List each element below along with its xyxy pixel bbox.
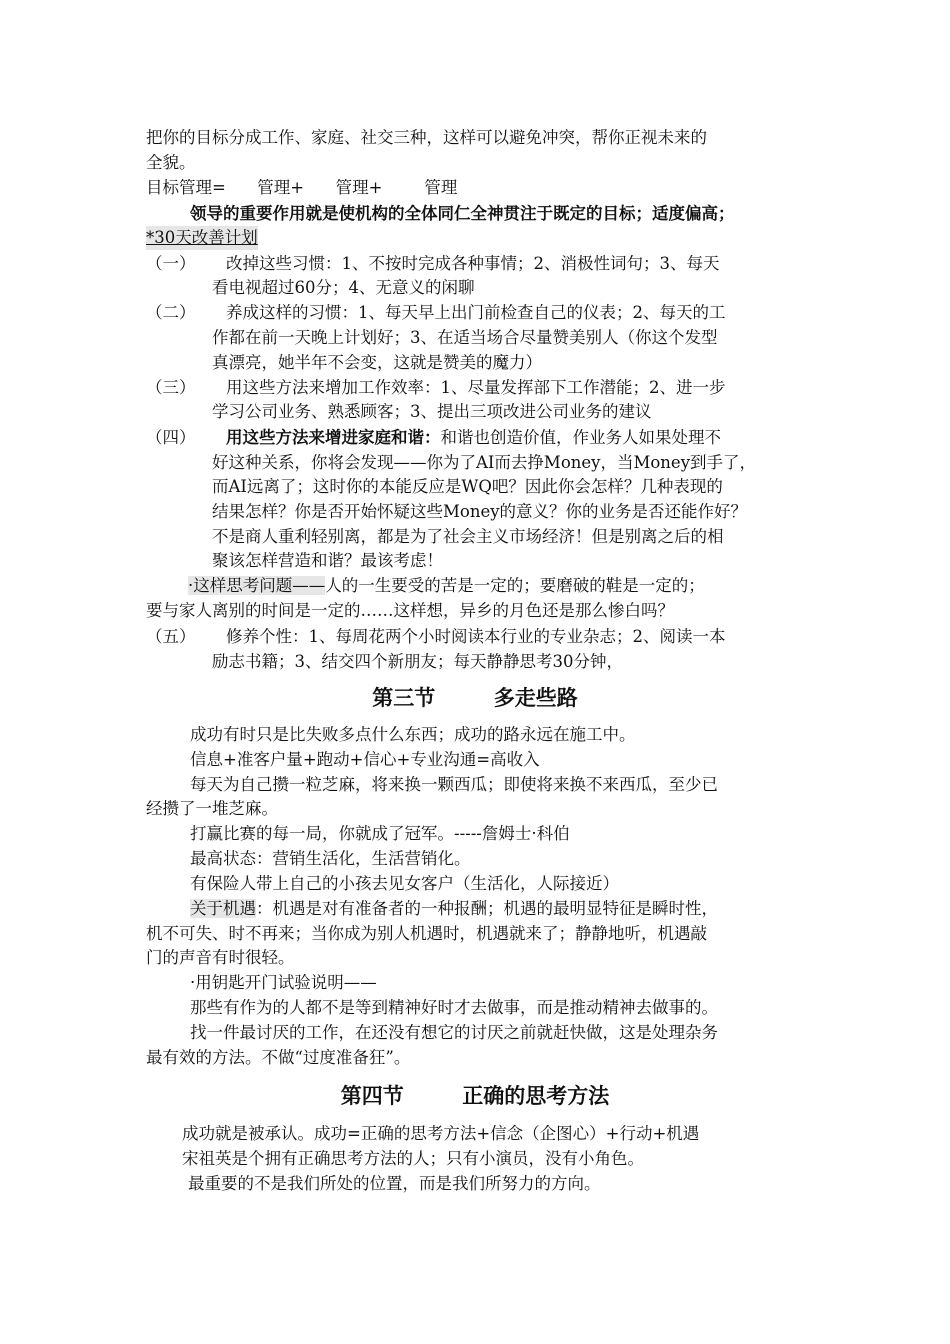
opportunity-text: ：机遇是对有准备者的一种报酬；机遇的最明显特征是瞬时性， (256, 899, 718, 918)
item-four-line-4: 结果怎样？你是否开始怀疑这些Money的意义？你的业务是否还能作好？ (212, 502, 748, 521)
leadership-line: 领导的重要作用就是使机构的全体同仁全神贯注于既定的目标；适度偏高； (190, 204, 735, 223)
item-three-tag: （三） (146, 378, 196, 397)
section-4-heading: 第四节 正确的思考方法 (340, 1084, 610, 1108)
section-3-p5: 最高状态：营销生活化，生活营销化。 (190, 849, 471, 868)
item-four-line-6: 聚该怎样营造和谐？最该考虑！ (212, 551, 443, 570)
think-highlight: ·这样思考问题—— (188, 576, 326, 595)
item-three (146, 376, 726, 400)
section-3-p4: 打赢比赛的每一局，你就成了冠军。-----詹姆士·科伯 (190, 824, 570, 843)
item-two-line-2: 作都在前一天晚上计划好；3、在适当场合尽量赞美别人（你这个发型 (212, 328, 718, 347)
item-two-line-1: 养成这样的习惯：1、每天早上出门前检查自己的仪表；2、每天的工 (226, 303, 726, 322)
item-one-line-2: 看电视超过60分；4、无意义的闲聊 (212, 278, 475, 297)
item-three-line-2: 学习公司业务、熟悉顾客；3、提出三项改进公司业务的建议 (212, 402, 652, 421)
item-four-line-1: 和谐也创造价值，作业务人如果处理不 (440, 428, 721, 447)
section-3-p1: 成功有时只是比失败多点什么东西；成功的路永远在施工中。 (190, 725, 636, 744)
section-4-p1: 成功就是被承认。成功=正确的思考方法+信念（企图心）+行动+机遇 (182, 1124, 700, 1143)
item-four-tag: （四） (146, 428, 196, 447)
section-3-p7-line-3: 门的声音有时很轻。 (146, 948, 295, 967)
think-line-2: 要与家人离别的时间是一定的……这样想，异乡的月色还是那么惨白吗？ (146, 601, 674, 620)
item-two-tag: （二） (146, 303, 196, 322)
item-five-line-1: 修养个性：1、每周花两个小时阅读本行业的专业杂志；2、阅读一本 (226, 627, 726, 646)
opportunity-highlight: 关于机遇 (190, 899, 256, 918)
goal-management-line: 目标管理= 管理+ 管理+ 管理 (146, 178, 458, 197)
item-three-line-1: 用这些方法来增加工作效率：1、尽量发挥部下工作潜能；2、进一步 (226, 378, 726, 397)
item-one (146, 252, 720, 276)
section-3-p8: ·用钥匙开门试验说明—— (190, 973, 377, 992)
section-3-p6: 有保险人带上自己的小孩去见女客户（生活化，人际接近） (190, 874, 619, 893)
item-one-tag: （一） (146, 254, 196, 273)
section-3-p9: 那些有作为的人都不是等到精神好时才去做事，而是推动精神去做事的。 (190, 998, 718, 1017)
section-3-p10-line-2: 最有效的方法。不做“过度准备狂”。 (146, 1048, 411, 1067)
section-3-p3-line-2: 经攒了一堆芝麻。 (146, 799, 278, 818)
item-four-line-5: 不是商人重利轻别离，都是为了社会主义市场经济！但是别离之后的相 (212, 527, 724, 546)
item-five-line-2: 励志书籍；3、结交四个新朋友；每天静静思考30分钟， (212, 652, 623, 671)
section-3-p2: 信息+准客户量+跑动+信心+专业沟通=高收入 (190, 750, 540, 769)
intro-line-1: 把你的目标分成工作、家庭、社交三种，这样可以避免冲突，帮你正视未来的 (146, 128, 707, 147)
section-4-p2: 宋祖英是个拥有正确思考方法的人；只有小演员，没有小角色。 (182, 1149, 644, 1168)
section-3-p3-line-1: 每天为自己攒一粒芝麻，将来换一颗西瓜；即使将来换不来西瓜，至少已 (190, 775, 718, 794)
item-two (146, 301, 726, 325)
think-line-1 (188, 574, 705, 598)
plan-title: *30天改善计划 (146, 226, 258, 250)
item-four-line-3: 而AI远离了；这时你的本能反应是WQ吧？因此你会怎样？几种表现的 (212, 477, 723, 496)
section-3-p10-line-1: 找一件最讨厌的工作，在还没有想它的讨厌之前就赶快做，这是处理杂务 (190, 1023, 718, 1042)
item-five (146, 625, 726, 649)
item-four-heading: 用这些方法来增进家庭和谐： (226, 428, 441, 447)
item-four-line-2: 好这种关系，你将会发现——你为了AI而去挣Money，当Money到手了， (212, 453, 757, 472)
item-two-line-3: 真漂亮，她半年不会变，这就是赞美的魔力） (212, 353, 542, 372)
item-one-line-1: 改掉这些习惯：1、不按时完成各种事情；2、消极性词句；3、每天 (226, 254, 720, 273)
item-four (146, 426, 721, 450)
section-3-heading: 第三节 多走些路 (372, 686, 578, 710)
section-3-p7-line-2: 机不可失、时不再来；当你成为别人机遇时，机遇就来了；静静地听，机遇敲 (146, 924, 707, 943)
think-rest: 人的一生要受的苦是一定的；要磨破的鞋是一定的； (325, 576, 705, 595)
intro-line-2: 全貌。 (146, 153, 196, 172)
item-five-tag: （五） (146, 627, 196, 646)
section-3-p7-line-1 (190, 897, 718, 921)
section-4-p3: 最重要的不是我们所处的位置，而是我们所努力的方向。 (188, 1174, 601, 1193)
